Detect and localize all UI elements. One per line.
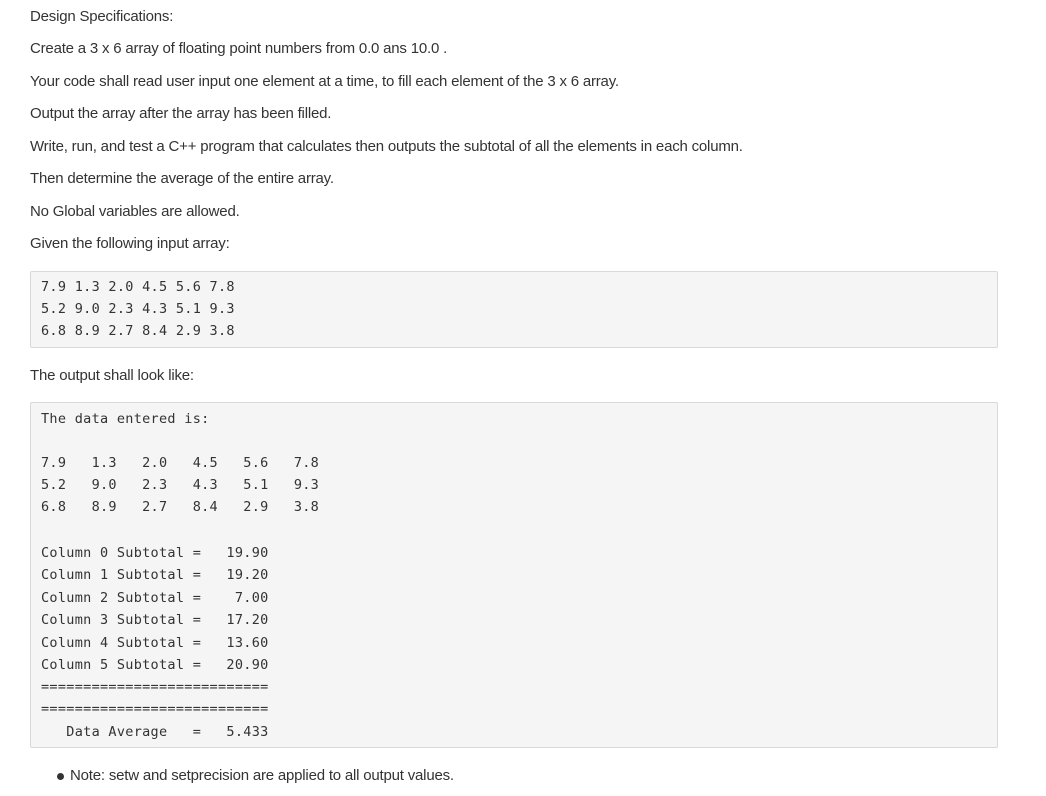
output-header: The data entered is: (41, 411, 210, 427)
separator-line: =========================== (41, 679, 269, 695)
input-array-code-block (30, 271, 998, 348)
spec-average: Then determine the average of the entire array. (30, 170, 334, 187)
column-subtotal-line: Column 4 Subtotal = 13.60 (41, 635, 269, 651)
data-average-line: Data Average = 5.433 (41, 724, 269, 740)
bullet-icon (57, 773, 64, 780)
spec-read-input: Your code shall read user input one element at a time, to fill each element of the 3 x 6 array. (30, 73, 619, 90)
column-subtotal-line: Column 5 Subtotal = 20.90 (41, 657, 269, 673)
input-line: 7.9 1.3 2.0 4.5 5.6 7.8 (41, 279, 235, 295)
spec-output-array: Output the array after the array has been filled. (30, 105, 332, 122)
output-row: 5.2 9.0 2.3 4.3 5.1 9.3 (41, 477, 320, 493)
column-subtotal-line: Column 2 Subtotal = 7.00 (41, 590, 269, 606)
input-line: 6.8 8.9 2.7 8.4 2.9 3.8 (41, 323, 235, 339)
separator-line: =========================== (41, 701, 269, 717)
output-code-block (30, 402, 998, 748)
column-subtotal-line: Column 0 Subtotal = 19.90 (41, 545, 269, 561)
column-subtotal-line: Column 3 Subtotal = 17.20 (41, 612, 269, 628)
heading-design-specifications: Design Specifications: (30, 8, 174, 25)
note-text: Note: setw and setprecision are applied to all output values. (70, 767, 454, 784)
output-intro: The output shall look like: (30, 367, 194, 384)
spec-no-globals: No Global variables are allowed. (30, 203, 240, 220)
spec-create-array: Create a 3 x 6 array of floating point numbers from 0.0 ans 10.0 . (30, 40, 448, 57)
spec-subtotal: Write, run, and test a C++ program that calculates then outputs the subtotal of all the elements in each column. (30, 138, 743, 155)
column-subtotal-line: Column 1 Subtotal = 19.20 (41, 567, 269, 583)
output-row: 6.8 8.9 2.7 8.4 2.9 3.8 (41, 499, 320, 515)
spec-given-input: Given the following input array: (30, 235, 230, 252)
input-line: 5.2 9.0 2.3 4.3 5.1 9.3 (41, 301, 235, 317)
output-row: 7.9 1.3 2.0 4.5 5.6 7.8 (41, 455, 320, 471)
